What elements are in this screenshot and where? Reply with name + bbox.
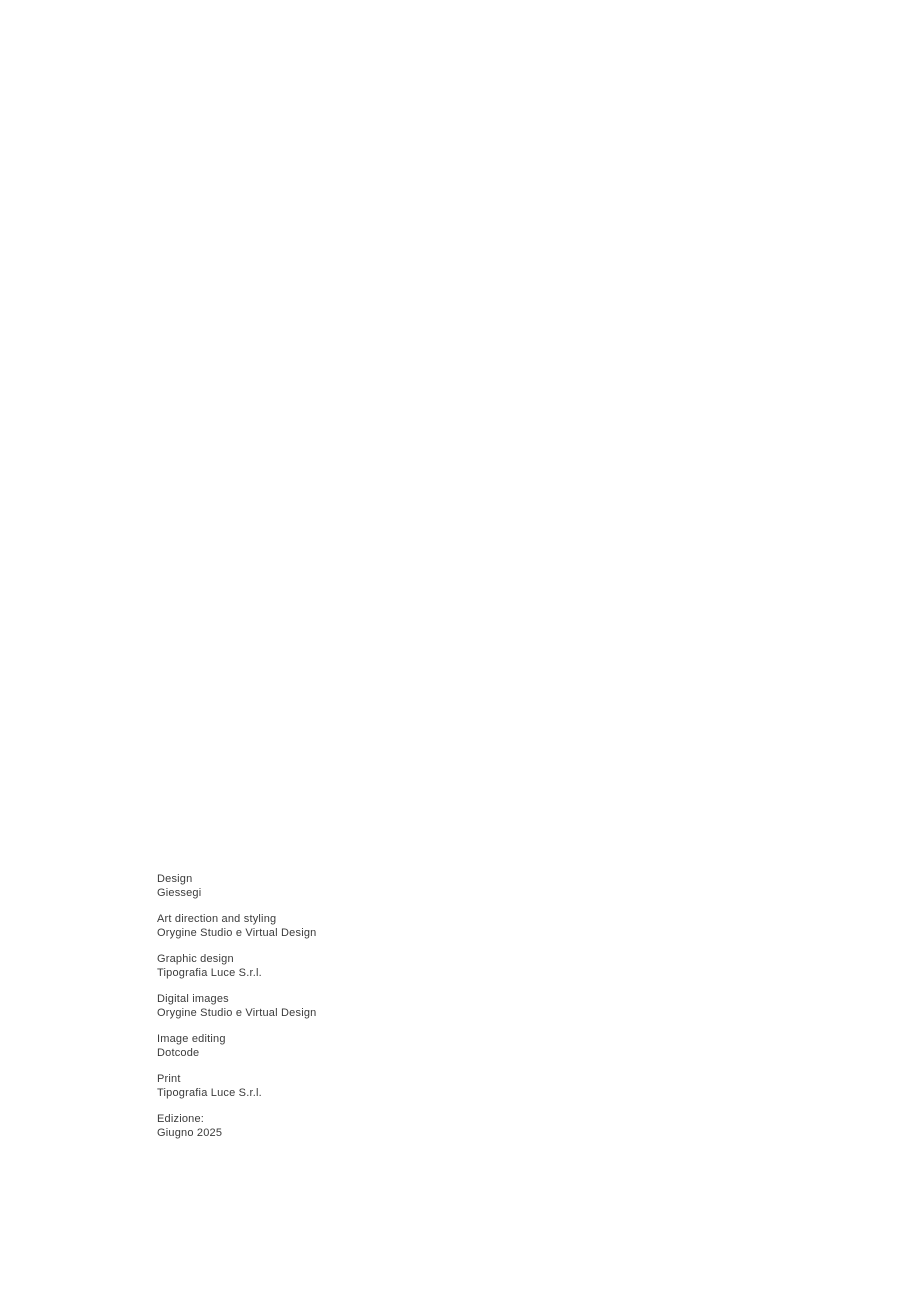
credit-label: Graphic design [157,953,234,965]
credit-label: Print [157,1073,181,1085]
credit-entry-graphic-design [157,952,477,980]
colophon-credits-block [157,872,477,1152]
credit-entry-print [157,1072,477,1100]
credit-entry-digital-images [157,992,477,1020]
credit-value: Giessegi [157,887,202,899]
credit-entry-art-direction [157,912,477,940]
credit-value: Tipografia Luce S.r.l. [157,1087,262,1099]
credit-entry-edition [157,1112,477,1140]
credit-value: Giugno 2025 [157,1127,223,1139]
credit-label: Image editing [157,1033,226,1045]
credit-value: Dotcode [157,1047,200,1059]
credit-value: Orygine Studio e Virtual Design [157,1007,317,1019]
credit-entry-design [157,872,477,900]
credit-label: Design [157,873,193,885]
credit-entry-image-editing [157,1032,477,1060]
credit-label: Edizione: [157,1113,205,1125]
credit-label: Digital images [157,993,229,1005]
credit-value: Orygine Studio e Virtual Design [157,927,317,939]
credit-value: Tipografia Luce S.r.l. [157,967,262,979]
credit-label: Art direction and styling [157,913,277,925]
